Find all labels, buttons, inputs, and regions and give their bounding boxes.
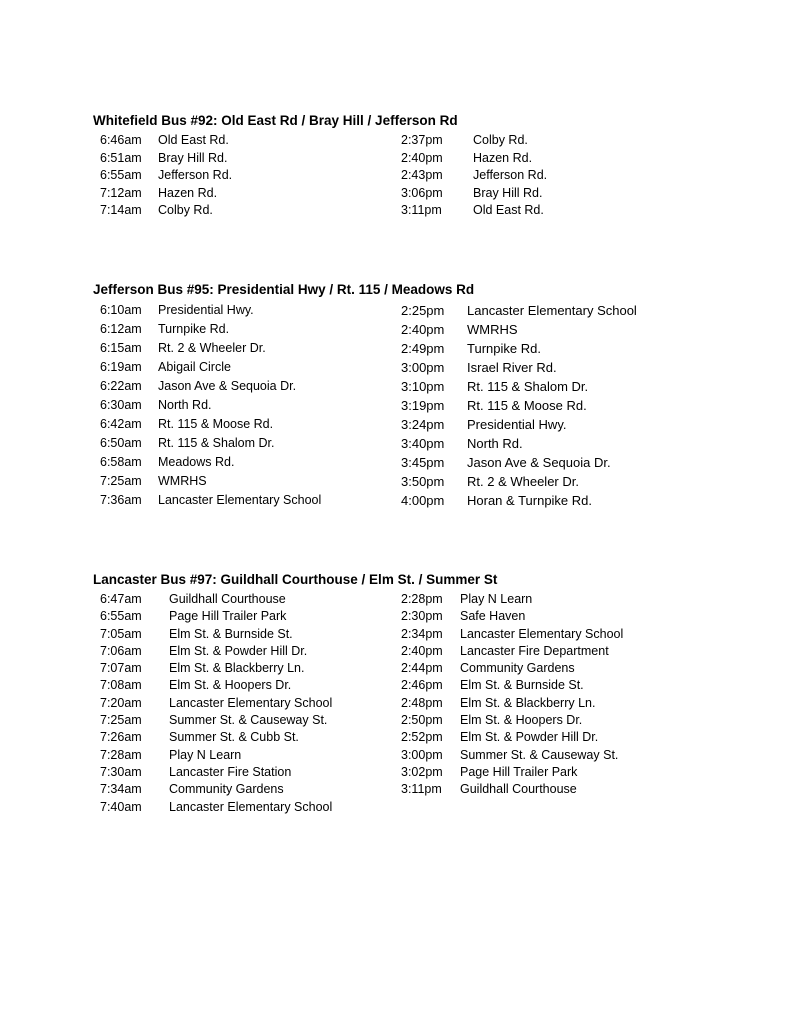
stop-time: 7:14am [100, 203, 142, 217]
route-title: Jefferson Bus #95: Presidential Hwy / Rt. 115 / Meadows Rd [93, 282, 475, 297]
stop-time: 3:45pm [401, 455, 445, 470]
stop-time: 2:25pm [401, 303, 445, 318]
stop-location: Rt. 115 & Moose Rd. [158, 417, 274, 431]
stop-time: 7:06am [100, 643, 142, 658]
stop-location: Jefferson Rd. [473, 168, 548, 182]
stop-time: 6:51am [100, 150, 142, 165]
stop-location: Lancaster Fire Station [169, 764, 292, 779]
stop-location: Abigail Circle [158, 360, 231, 374]
stop-location: Elm St. & Hoopers Dr. [169, 678, 292, 693]
stop-time: 2:48pm [401, 695, 443, 710]
stop-location: Old East Rd. [473, 203, 544, 217]
stop-location: WMRHS [158, 474, 207, 488]
stop-location: North Rd. [158, 398, 212, 412]
stop-location: Turnpike Rd. [467, 341, 541, 356]
stop-location: Jason Ave & Sequoia Dr. [158, 379, 297, 393]
stop-location: Horan & Turnpike Rd. [467, 493, 593, 508]
stop-location: Guildhall Courthouse [169, 592, 286, 606]
stop-time: 3:10pm [401, 379, 445, 394]
stop-location: Bray Hill Rd. [473, 185, 543, 200]
stop-location: Elm St. & Blackberry Ln. [169, 661, 305, 676]
stop-location: Lancaster Elementary School [169, 799, 333, 814]
stop-location: Meadows Rd. [158, 455, 235, 469]
stop-location: Elm St. & Powder Hill Dr. [169, 643, 308, 658]
stop-location: Summer St. & Causeway St. [460, 747, 619, 762]
stop-location: Presidential Hwy. [467, 417, 567, 432]
stop-time: 4:00pm [401, 493, 445, 508]
stop-location: Elm St. & Burnside St. [169, 626, 293, 641]
stop-location: Rt. 115 & Shalom Dr. [467, 379, 589, 394]
stop-location: Elm St. & Blackberry Ln. [460, 695, 596, 710]
stop-time: 6:47am [100, 592, 142, 606]
route-section-bus-95 [93, 281, 733, 516]
route-section-bus-97 [93, 571, 733, 826]
stop-time: 6:10am [100, 303, 142, 317]
stop-location: Hazen Rd. [473, 150, 533, 165]
stop-time: 7:30am [100, 764, 142, 779]
stop-location: Guildhall Courthouse [460, 782, 577, 797]
stop-time: 3:19pm [401, 398, 445, 413]
stop-location: Elm St. & Hoopers Dr. [460, 713, 583, 728]
stop-location: Bray Hill Rd. [158, 150, 228, 165]
stop-time: 7:36am [100, 493, 142, 507]
stop-time: 6:46am [100, 133, 142, 147]
stop-time: 6:30am [100, 398, 142, 412]
route-title: Lancaster Bus #97: Guildhall Courthouse / Elm St. / Summer St [93, 572, 498, 587]
stop-time: 7:08am [100, 678, 142, 693]
stop-time: 2:50pm [401, 713, 443, 728]
stop-location: Summer St. & Causeway St. [169, 713, 328, 728]
stop-location: Colby Rd. [473, 133, 528, 147]
stop-time: 3:11pm [401, 782, 442, 797]
stop-location: Turnpike Rd. [158, 322, 230, 336]
stop-location: Safe Haven [460, 609, 526, 624]
stop-time: 7:05am [100, 626, 142, 641]
stop-time: 2:43pm [401, 168, 443, 182]
stop-location: Lancaster Fire Department [460, 643, 609, 658]
stop-time: 2:40pm [401, 322, 445, 337]
stop-time: 7:34am [100, 782, 142, 797]
stop-time: 6:19am [100, 360, 142, 374]
stop-time: 2:44pm [401, 661, 443, 676]
stop-time: 2:34pm [401, 626, 443, 641]
stop-time: 6:15am [100, 341, 142, 355]
stop-time: 7:07am [100, 661, 142, 676]
stop-location: Old East Rd. [158, 133, 229, 147]
stop-time: 6:55am [100, 168, 142, 182]
stop-location: Israel River Rd. [467, 360, 557, 375]
stop-location: Hazen Rd. [158, 185, 218, 200]
stop-time: 2:28pm [401, 592, 443, 606]
stop-time: 6:55am [100, 609, 142, 624]
stop-time: 3:11pm [401, 203, 442, 217]
stop-time: 7:40am [100, 799, 142, 814]
stop-location: WMRHS [467, 322, 518, 337]
stop-time: 7:25am [100, 474, 142, 488]
stop-location: Elm St. & Burnside St. [460, 678, 584, 693]
stop-time: 7:28am [100, 747, 142, 762]
stop-time: 3:50pm [401, 474, 445, 489]
stop-time: 7:26am [100, 730, 142, 745]
stop-time: 3:00pm [401, 360, 445, 375]
stop-time: 2:37pm [401, 133, 443, 147]
route-section-bus-92 [93, 112, 733, 227]
stop-time: 3:00pm [401, 747, 443, 762]
schedule-columns [93, 301, 733, 516]
stop-time: 7:25am [100, 713, 142, 728]
stop-time: 6:50am [100, 436, 142, 450]
stop-time: 6:12am [100, 322, 142, 336]
stop-time: 7:12am [100, 185, 142, 200]
stop-time: 2:30pm [401, 609, 443, 624]
stop-location: Play N Learn [460, 592, 533, 606]
stop-time: 2:46pm [401, 678, 443, 693]
stop-time: 6:42am [100, 417, 142, 431]
stop-time: 2:40pm [401, 643, 443, 658]
stop-time: 2:49pm [401, 341, 445, 356]
stop-time: 3:02pm [401, 764, 443, 779]
stop-time: 3:40pm [401, 436, 445, 451]
stop-time: 6:58am [100, 455, 142, 469]
schedule-columns [93, 591, 733, 826]
stop-location: Rt. 115 & Shalom Dr. [158, 436, 275, 450]
stop-location: Jefferson Rd. [158, 168, 233, 182]
stop-location: Community Gardens [169, 782, 284, 797]
stop-location: North Rd. [467, 436, 523, 451]
stop-location: Lancaster Elementary School [467, 303, 637, 318]
stop-location: Elm St. & Powder Hill Dr. [460, 730, 599, 745]
stop-location: Colby Rd. [158, 203, 213, 217]
stop-location: Rt. 2 & Wheeler Dr. [467, 474, 579, 489]
stop-location: Page Hill Trailer Park [460, 764, 578, 779]
stop-location: Jason Ave & Sequoia Dr. [467, 455, 611, 470]
stop-location: Lancaster Elementary School [158, 493, 322, 507]
stop-location: Page Hill Trailer Park [169, 609, 287, 624]
stop-location: Summer St. & Cubb St. [169, 730, 299, 745]
stop-location: Presidential Hwy. [158, 303, 254, 317]
stop-time: 7:20am [100, 695, 142, 710]
stop-time: 2:52pm [401, 730, 443, 745]
stop-location: Rt. 115 & Moose Rd. [467, 398, 587, 413]
stop-time: 3:06pm [401, 185, 443, 200]
stop-location: Lancaster Elementary School [460, 626, 624, 641]
schedule-columns [93, 132, 733, 227]
stop-time: 2:40pm [401, 150, 443, 165]
stop-location: Rt. 2 & Wheeler Dr. [158, 341, 266, 355]
stop-location: Community Gardens [460, 661, 575, 676]
stop-time: 6:22am [100, 379, 142, 393]
stop-location: Play N Learn [169, 747, 242, 762]
stop-time: 3:24pm [401, 417, 445, 432]
route-title: Whitefield Bus #92: Old East Rd / Bray Hill / Jefferson Rd [93, 113, 458, 128]
stop-location: Lancaster Elementary School [169, 695, 333, 710]
